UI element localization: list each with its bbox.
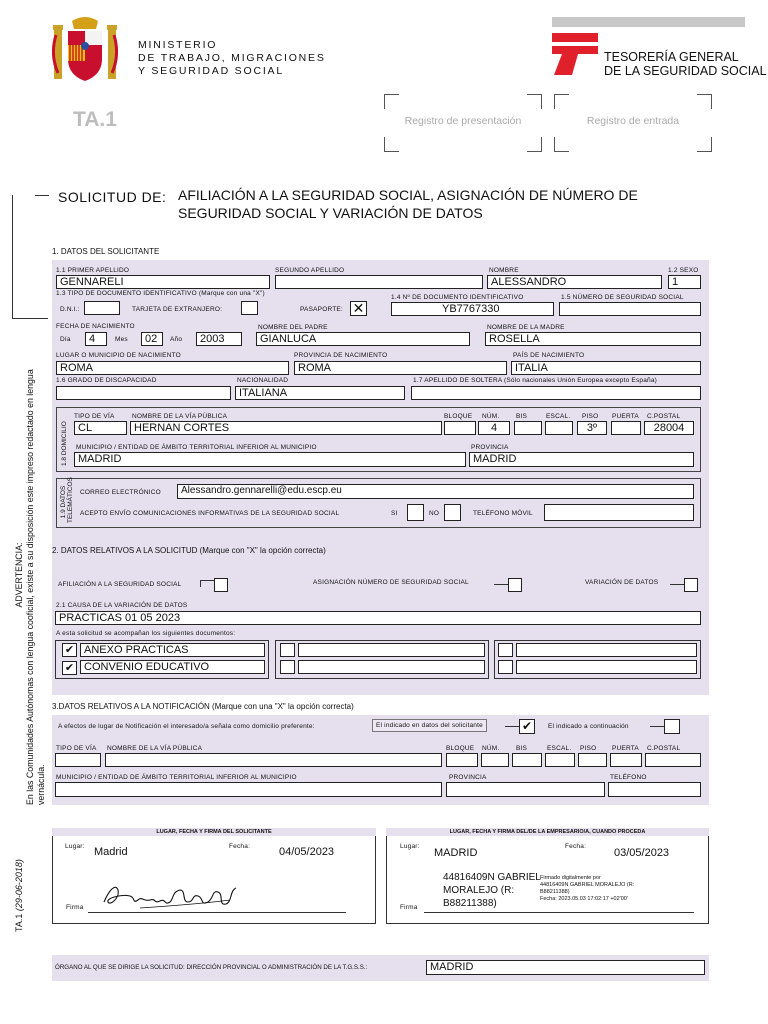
tarjeta-label: TARJETA DE EXTRANJERO: xyxy=(132,306,223,313)
notif-provincia-field[interactable] xyxy=(446,782,605,797)
notif-telefono-label: TELÉFONO xyxy=(610,774,647,781)
tipo-via-field[interactable]: CL xyxy=(74,421,127,435)
doc4-checkbox[interactable] xyxy=(280,660,295,674)
telematicos-side-label: 1.9 DATOS TELEMÁTICOS xyxy=(60,477,74,523)
asignacion-arrow xyxy=(494,584,508,585)
notif-nombre-via-label: NOMBRE DE LA VÍA PÚBLICA xyxy=(107,745,203,752)
primer-apellido-label: 1.1 PRIMER APELLIDO xyxy=(56,267,130,274)
escal-field[interactable] xyxy=(545,421,573,435)
nacionalidad-field[interactable]: ITALIANA xyxy=(235,386,405,400)
nacionalidad-label: NACIONALIDAD xyxy=(237,377,289,384)
piso-label: PISO xyxy=(582,413,599,420)
padre-label: NOMBRE DEL PADRE xyxy=(258,324,328,331)
municipio-label: MUNICIPIO / ENTIDAD DE ÁMBITO TERRITORIAL INFERIOR AL MUNICIPIO xyxy=(76,444,317,451)
municipio-field[interactable]: MADRID xyxy=(74,452,466,467)
indicado-solicitante-arrow xyxy=(505,726,519,727)
movil-label: TELÉFONO MÓVIL xyxy=(473,510,533,517)
spain-coat-of-arms-logo xyxy=(52,15,118,87)
indicado-continuacion-arrow xyxy=(650,726,664,727)
doc5-field[interactable] xyxy=(516,643,697,657)
nss-field[interactable] xyxy=(559,302,701,316)
provincia-nac-label: PROVINCIA DE NACIMIENTO xyxy=(294,352,388,359)
solicitud-prefix: SOLICITUD DE: xyxy=(58,189,167,205)
provincia-field[interactable]: MADRID xyxy=(469,452,694,467)
advertencia-side-text xyxy=(14,345,47,805)
pasaporte-label: PASAPORTE: xyxy=(300,306,343,313)
puerta-label: PUERTA xyxy=(612,413,639,420)
doc5-checkbox[interactable] xyxy=(498,643,513,657)
empresario-fecha-value: 03/05/2023 xyxy=(614,847,670,859)
solicitante-firma-label: Firma xyxy=(66,904,84,911)
registro-presentacion-box xyxy=(384,94,542,152)
num-label: NÚM. xyxy=(482,413,500,420)
afiliacion-arrow xyxy=(200,580,215,587)
advertencia-title: ADVERTENCIA: xyxy=(14,542,24,608)
provincia-nac-field[interactable]: ROMA xyxy=(294,361,507,375)
tarjeta-checkbox[interactable] xyxy=(241,301,258,315)
tipo-doc-label: 1.3 TIPO DE DOCUMENTO IDENTIFICATIVO (Marque con una "X") xyxy=(56,290,265,297)
notif-piso-field[interactable] xyxy=(578,753,607,767)
section2-heading: 2. DATOS RELATIVOS A LA SOLICITUD (Marque con "X" la opción correcta) xyxy=(52,546,326,555)
afiliacion-label: AFILIACIÓN A LA SEGURIDAD SOCIAL xyxy=(58,581,182,588)
notif-escal-label: ESCAL. xyxy=(547,745,572,752)
domicilio-side-label: 1.8 DOMICILIO xyxy=(61,421,68,466)
notif-bis-label: BIS xyxy=(516,745,528,752)
section1-heading: 1. DATOS DEL SOLICITANTE xyxy=(52,247,160,256)
nss-label: 1.5 NÚMERO DE SEGURIDAD SOCIAL xyxy=(561,294,684,301)
num-doc-field[interactable]: YB7767330 xyxy=(391,302,554,316)
bloque-field[interactable] xyxy=(444,421,476,435)
indicado-solicitante-checkbox[interactable]: ✔ xyxy=(519,719,535,734)
ano-label: Año xyxy=(170,336,183,343)
primer-apellido-field[interactable]: GENNARELI xyxy=(56,275,270,289)
doc1-field[interactable]: ANEXO PRACTICAS xyxy=(80,643,265,657)
segundo-apellido-label: SEGUNDO APELLIDO xyxy=(275,267,345,274)
bloque-label: BLOQUE xyxy=(444,413,473,420)
dni-label: D.N.I.: xyxy=(60,306,80,313)
doc6-field[interactable] xyxy=(516,660,697,674)
tgss-logo xyxy=(552,33,598,75)
notif-piso-label: PISO xyxy=(580,745,597,752)
advertencia-text: En las Comunidades Autónomas con lengua cooficial, existe a su disposición este impreso redactado en lengua vernácula. xyxy=(25,369,46,805)
notif-municipio-field[interactable] xyxy=(55,782,442,797)
registro-entrada-label: Registro de entrada xyxy=(586,115,680,127)
madre-field[interactable]: ROSELLA xyxy=(485,332,701,346)
notif-bloque-field[interactable] xyxy=(446,753,478,767)
notif-puerta-field[interactable] xyxy=(610,753,642,767)
bis-field[interactable] xyxy=(514,421,542,435)
notif-bloque-label: BLOQUE xyxy=(446,745,475,752)
notif-bis-field[interactable] xyxy=(512,753,542,767)
tipo-via-label: TIPO DE VÍA xyxy=(74,413,115,420)
indicado-solicitante-label: El indicado en datos del solicitante xyxy=(372,719,487,732)
notif-nombre-via-field[interactable] xyxy=(105,753,442,767)
fecha-nac-label: FECHA DE NACIMIENTO xyxy=(56,323,135,330)
pasaporte-checkbox[interactable]: ✕ xyxy=(350,301,367,316)
correo-field[interactable]: Alessandro.gennarelli@edu.escp.eu xyxy=(177,484,694,499)
side-form-code: TA.1 (29-06-2018) xyxy=(14,859,24,932)
cpostal-field[interactable]: 28004 xyxy=(644,421,694,435)
notif-tipo-via-field[interactable] xyxy=(55,753,101,767)
sexo-label: 1.2 SEXO xyxy=(668,267,699,274)
title-bracket xyxy=(12,195,48,319)
nombre-field[interactable]: ALESSANDRO xyxy=(487,275,662,289)
notif-cpostal-label: C.POSTAL xyxy=(647,745,681,752)
movil-field[interactable] xyxy=(544,504,694,521)
firma-solicitante-header: LUGAR, FECHA Y FIRMA DEL SOLICITANTE xyxy=(52,828,376,836)
doc2-checkbox[interactable]: ✔ xyxy=(62,661,77,675)
doc1-checkbox[interactable]: ✔ xyxy=(62,643,77,657)
organo-label: ÓRGANO AL QUE SE DIRIGE LA SOLICITUD: DIRECCIÓN PROVINCIAL O ADMINISTRACIÓN DE LA T.G.S.S.: xyxy=(55,964,368,971)
doc6-checkbox[interactable] xyxy=(498,660,513,674)
notif-telefono-field[interactable] xyxy=(608,782,701,797)
discapacidad-field[interactable] xyxy=(56,386,231,400)
nombre-label: NOMBRE xyxy=(489,267,519,274)
lugar-nac-field[interactable]: ROMA xyxy=(56,361,289,375)
asignacion-checkbox[interactable] xyxy=(508,578,522,592)
bis-label: BIS xyxy=(516,413,528,420)
segundo-apellido-field[interactable] xyxy=(275,275,483,289)
afiliacion-checkbox[interactable] xyxy=(214,578,228,592)
solicitante-lugar-label: Lugar: xyxy=(65,843,85,850)
notif-provincia-label: PROVINCIA xyxy=(449,774,487,781)
empresario-digital-signature: Firmado digitalmente por 44816409N GABRIEL MORALEJO (R: B88211388) Fecha: 2023.05.03 17:02:17 +02'00' xyxy=(540,875,635,902)
notif-cpostal-field[interactable] xyxy=(645,753,701,767)
doc2-field[interactable]: CONVENIO EDUCATIVO xyxy=(80,660,265,674)
solicitante-signature-image xyxy=(100,880,245,914)
doc3-field[interactable] xyxy=(298,643,485,657)
tgss-name: TESORERÍA GENERAL DE LA SEGURIDAD SOCIAL xyxy=(604,50,767,78)
mes-label: Mes xyxy=(115,336,128,343)
ministry-name: MINISTERIO DE TRABAJO, MIGRACIONES Y SEGURIDAD SOCIAL xyxy=(138,39,326,77)
notif-num-field[interactable] xyxy=(481,753,509,767)
apellido-soltera-field[interactable] xyxy=(411,386,701,400)
indicado-continuacion-checkbox[interactable] xyxy=(664,719,680,734)
apellido-soltera-label: 1.7 APELLIDO DE SOLTERA (Sólo nacionales Unión Europea excepto España) xyxy=(413,377,658,384)
acepto-label: ACEPTO ENVÍO COMUNICACIONES INFORMATIVAS DE LA SEGURIDAD SOCIAL xyxy=(80,510,340,517)
variacion-checkbox[interactable] xyxy=(684,578,698,592)
puerta-field[interactable] xyxy=(611,421,641,435)
asignacion-label: ASIGNACIÓN NÚMERO DE SEGURIDAD SOCIAL xyxy=(313,579,469,586)
notif-escal-field[interactable] xyxy=(545,753,575,767)
empresario-firma-line xyxy=(424,912,694,913)
pais-nac-label: PAÍS DE NACIMIENTO xyxy=(513,352,585,359)
escal-label: ESCAL. xyxy=(546,413,571,420)
padre-field[interactable]: GIANLUCA xyxy=(256,332,470,346)
variacion-label: VARIACIÓN DE DATOS xyxy=(585,579,659,586)
doc4-field[interactable] xyxy=(298,660,485,674)
section3-heading: 3.DATOS RELATIVOS A LA NOTIFICACIÓN (Marque con una "X" la opción correcta) xyxy=(52,702,354,711)
piso-field[interactable]: 3º xyxy=(577,421,607,435)
lugar-nac-label: LUGAR O MUNICIPIO DE NACIMIENTO xyxy=(56,352,181,359)
notif-tipo-via-label: TIPO DE VÍA xyxy=(56,745,97,752)
notif-municipio-label: MUNICIPIO / ENTIDAD DE ÁMBITO TERRITORIAL INFERIOR AL MUNICIPIO xyxy=(56,774,297,781)
notif-puerta-label: PUERTA xyxy=(612,745,639,752)
solicitante-fecha-value: 04/05/2023 xyxy=(279,846,335,858)
organo-field[interactable]: MADRID xyxy=(426,960,705,975)
num-doc-label: 1.4 Nº DE DOCUMENTO IDENTIFICATIVO xyxy=(391,294,524,301)
firma-empresario-header: LUGAR, FECHA Y FIRMA DEL/DE LA EMPRESARIO/A, CUANDO PROCEDA xyxy=(386,828,709,836)
mes-field[interactable]: 02 xyxy=(141,332,163,346)
causa-label: 2.1 CAUSA DE LA VARIACIÓN DE DATOS xyxy=(56,602,188,609)
nombre-via-label: NOMBRE DE LA VÍA PÚBLICA xyxy=(132,413,228,420)
variacion-arrow xyxy=(670,584,684,585)
si-label: SI xyxy=(391,510,398,517)
indicado-continuacion-label: El indicado a continuación xyxy=(548,723,629,730)
notif-num-label: NÚM. xyxy=(482,745,500,752)
top-gray-bar xyxy=(552,17,745,27)
registro-presentacion-label: Registro de presentación xyxy=(404,115,522,127)
cpostal-label: C.POSTAL xyxy=(647,413,681,420)
form-code-title: TA.1 xyxy=(73,108,117,131)
empresario-lugar-value: MADRID xyxy=(434,847,478,859)
empresario-lugar-label: Lugar: xyxy=(400,843,420,850)
empresario-fecha-label: Fecha: xyxy=(565,843,587,850)
dia-label: Día xyxy=(60,336,71,343)
solicitud-title: AFILIACIÓN A LA SEGURIDAD SOCIAL, ASIGNACIÓN DE NÚMERO DE SEGURIDAD SOCIAL Y VARIACIÓN DE DATOS xyxy=(178,187,638,221)
si-checkbox[interactable] xyxy=(407,504,424,521)
solicitante-lugar-value: Madrid xyxy=(94,846,128,858)
nombre-via-field[interactable]: HERNAN CORTES xyxy=(130,421,442,435)
discapacidad-label: 1.6 GRADO DE DISCAPACIDAD xyxy=(56,377,157,384)
empresario-firma-label: Firma xyxy=(400,904,418,911)
dia-field[interactable]: 4 xyxy=(85,332,107,346)
provincia-label: PROVINCIA xyxy=(471,444,509,451)
ano-field[interactable]: 2003 xyxy=(196,332,242,346)
no-label: NO xyxy=(429,510,440,517)
dni-checkbox[interactable] xyxy=(84,301,120,315)
correo-label: CORREO ELECTRÓNICO xyxy=(80,489,161,496)
registro-entrada-box xyxy=(554,94,712,152)
efectos-label: A efectos de lugar de Notificación el interesado/a señala como domicilio preferente: xyxy=(58,723,315,730)
solicitante-fecha-label: Fecha: xyxy=(229,843,251,850)
empresario-firmante: 44816409N GABRIEL MORALEJO (R: B88211388) xyxy=(443,872,541,909)
no-checkbox[interactable] xyxy=(444,504,461,521)
sexo-field[interactable]: 1 xyxy=(668,275,701,289)
madre-label: NOMBRE DE LA MADRE xyxy=(487,324,565,331)
doc3-checkbox[interactable] xyxy=(280,643,295,657)
pais-nac-field[interactable]: ITALIA xyxy=(511,361,701,375)
causa-field[interactable]: PRACTICAS 01 05 2023 xyxy=(55,611,701,625)
documentos-label: A esta solicitud se acompañan los siguientes documentos: xyxy=(56,630,236,637)
num-field[interactable]: 4 xyxy=(478,421,510,435)
